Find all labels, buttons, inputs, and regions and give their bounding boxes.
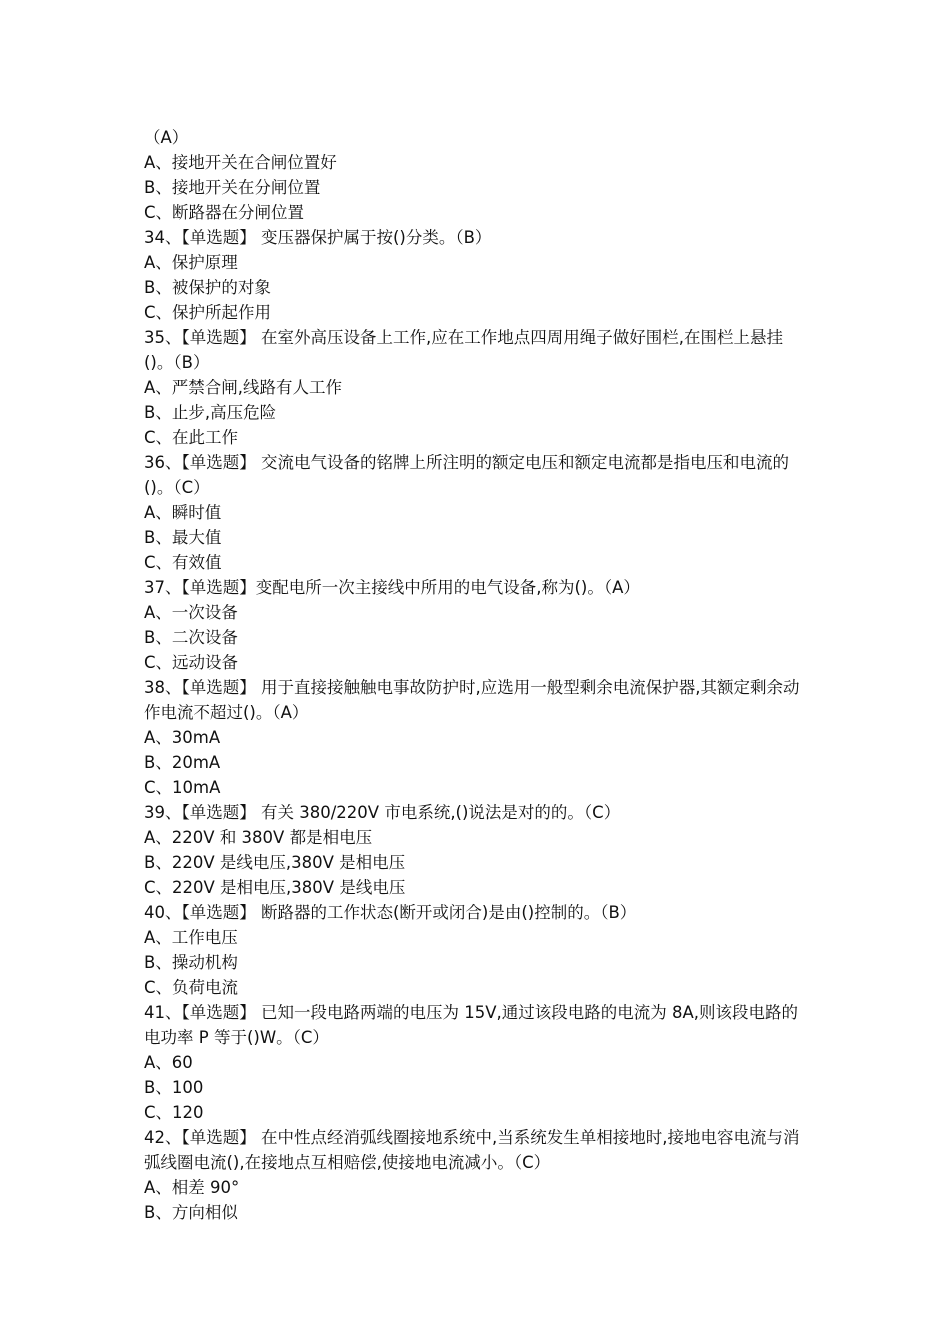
- option-b: B、接地开关在分闸位置: [144, 178, 321, 197]
- option-a: A、30mA: [144, 728, 221, 747]
- option-a: A、工作电压: [144, 928, 238, 947]
- option-a: A、60: [144, 1053, 193, 1072]
- question-35: 35、【单选题】 在室外高压设备上工作,应在工作地点四周用绳子做好围栏,在围栏上悬挂()。（B）: [144, 328, 783, 372]
- option-a: A、保护原理: [144, 253, 238, 272]
- option-b: B、操动机构: [144, 953, 238, 972]
- question-34: 34、【单选题】 变压器保护属于按()分类。（B）: [144, 228, 492, 247]
- question-38: 38、【单选题】 用于直接接触触电事故防护时,应选用一般型剩余电流保护器,其额定剩余动作电流不超过()。（A）: [144, 678, 800, 722]
- option-c: C、10mA: [144, 778, 221, 797]
- option-a: A、瞬时值: [144, 503, 222, 522]
- option-b: B、二次设备: [144, 628, 238, 647]
- option-c: C、220V 是相电压,380V 是线电压: [144, 878, 406, 897]
- question-41: 41、【单选题】 已知一段电路两端的电压为 15V,通过该段电路的电流为 8A,则该段电路的电功率 P 等于()W。（C）: [144, 1003, 799, 1047]
- question-39: 39、【单选题】 有关 380/220V 市电系统,()说法是对的的。（C）: [144, 803, 621, 822]
- option-b: B、100: [144, 1078, 204, 1097]
- option-c: C、远动设备: [144, 653, 239, 672]
- question-42: 42、【单选题】 在中性点经消弧线圈接地系统中,当系统发生单相接地时,接地电容电流与消弧线圈电流(),在接地点互相赔偿,使接地电流减小。（C）: [144, 1128, 800, 1172]
- option-a: A、接地开关在合闸位置好: [144, 153, 337, 172]
- option-a: A、相差 90°: [144, 1178, 240, 1197]
- answer-marker: （A）: [144, 128, 189, 147]
- option-c: C、在此工作: [144, 428, 239, 447]
- option-b: B、20mA: [144, 753, 221, 772]
- document-body: [144, 125, 812, 1225]
- option-c: C、负荷电流: [144, 978, 239, 997]
- option-c: C、120: [144, 1103, 204, 1122]
- option-b: B、止步,高压危险: [144, 403, 277, 422]
- option-c: C、保护所起作用: [144, 303, 272, 322]
- option-a: A、一次设备: [144, 603, 238, 622]
- option-a: A、220V 和 380V 都是相电压: [144, 828, 373, 847]
- question-40: 40、【单选题】 断路器的工作状态(断开或闭合)是由()控制的。（B）: [144, 903, 637, 922]
- option-b: B、最大值: [144, 528, 222, 547]
- option-b: B、被保护的对象: [144, 278, 271, 297]
- question-36: 36、【单选题】 交流电气设备的铭牌上所注明的额定电压和额定电流都是指电压和电流的()。（C）: [144, 453, 789, 497]
- option-b: B、方向相似: [144, 1203, 238, 1222]
- option-c: C、有效值: [144, 553, 222, 572]
- option-b: B、220V 是线电压,380V 是相电压: [144, 853, 406, 872]
- option-c: C、断路器在分闸位置: [144, 203, 305, 222]
- option-a: A、严禁合闸,线路有人工作: [144, 378, 343, 397]
- question-37: 37、【单选题】变配电所一次主接线中所用的电气设备,称为()。（A）: [144, 578, 640, 597]
